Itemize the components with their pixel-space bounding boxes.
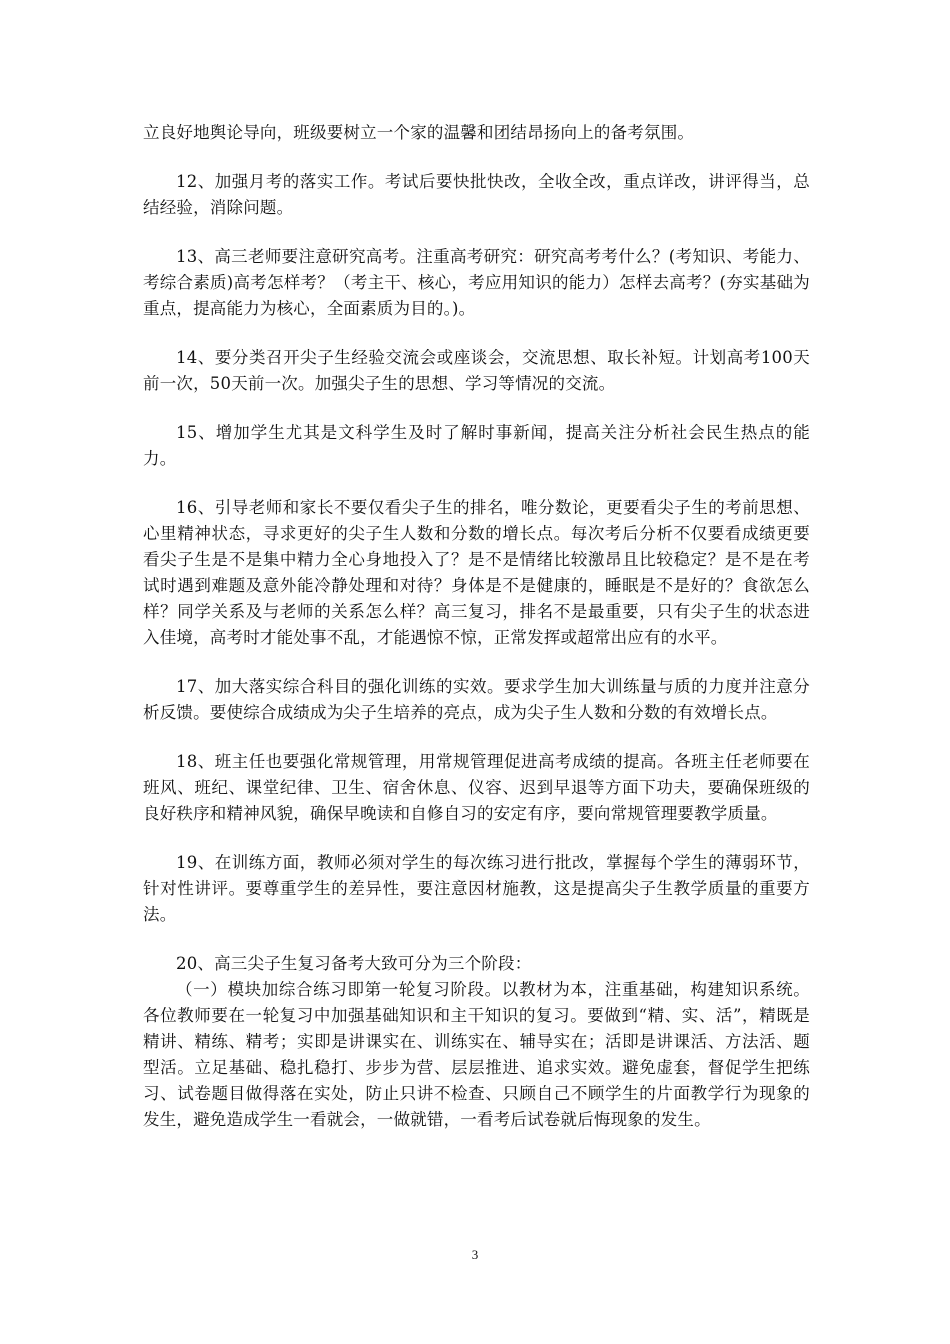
paragraph-item-16: 16、引导老师和家长不要仅看尖子生的排名，唯分数论，更要看尖子生的考前思想、心里精神状态，寻求更好的尖子生人数和分数的增长点。每次考后分析不仅要看成绩更要看尖子生是不是集中精力全心身地投入了？是不是情绪比较激昂且比较稳定？是不是在考试时遇到难题及意外能冷静处理和对待？身体是不是健康的，睡眠是不是好的？食欲怎么样？同学关系及与老师的关系怎么样？高三复习，排名不是最重要，只有尖子生的状态进入佳境，高考时才能处事不乱，才能遇惊不惊，正常发挥或超常出应有的水平。 <box>143 498 810 647</box>
paragraph-continuation: 立良好地舆论导向，班级要树立一个家的温馨和团结昂扬向上的备考氛围。 <box>143 123 695 142</box>
paragraph-item-13: 13、高三老师要注意研究高考。注重高考研究：研究高考考什么？(考知识、考能力、考综合素质)高考怎样考？（考主干、核心，考应用知识的能力）怎样去高考？(夯实基础为重点，提高能力为核心，全面素质为目的。)。 <box>143 247 810 318</box>
paragraph-item-12: 12、加强月考的落实工作。考试后要快批快改，全收全改，重点详改，讲评得当，总结经验，消除问题。 <box>143 172 810 217</box>
paragraph-item-17: 17、加大落实综合科目的强化训练的实效。要求学生加大训练量与质的力度并注意分析反馈。要使综合成绩成为尖子生培养的亮点，成为尖子生人数和分数的有效增长点。 <box>143 677 810 722</box>
paragraph-stage-one: （一）模块加综合练习即第一轮复习阶段。以教材为本，注重基础，构建知识系统。各位教师要在一轮复习中加强基础知识和主干知识的复习。要做到“精、实、活”，精既是精讲、精练、精考；实即是讲课实在、训练实在、辅导实在；活即是讲课活、方法活、题型活。立足基础、稳扎稳打、步步为营、层层推进、追求实效。避免虚套，督促学生把练习、试卷题目做得落在实处，防止只讲不检查、只顾自己不顾学生的片面教学行为现象的发生，避免造成学生一看就会，一做就错，一看考后试卷就后悔现象的发生。 <box>143 980 810 1129</box>
paragraph-item-20: 20、高三尖子生复习备考大致可分为三个阶段： <box>176 954 532 973</box>
page-number: 3 <box>471 1247 479 1262</box>
paragraph-item-19: 19、在训练方面，教师必须对学生的每次练习进行批改，掌握每个学生的薄弱环节，针对性讲评。要尊重学生的差异性，要注意因材施教，这是提高尖子生教学质量的重要方法。 <box>143 853 810 924</box>
paragraph-item-18: 18、班主任也要强化常规管理，用常规管理促进高考成绩的提高。各班主任老师要在班风、班纪、课堂纪律、卫生、宿舍休息、仪容、迟到早退等方面下功夫，要确保班级的良好秩序和精神风貌，确保早晚读和自修自习的安定有序，要向常规管理要教学质量。 <box>143 752 810 823</box>
document-body <box>143 120 810 1156</box>
paragraph-item-15: 15、增加学生尤其是文科学生及时了解时事新闻，提高关注分析社会民生热点的能力。 <box>143 423 810 468</box>
paragraph-item-14: 14、要分类召开尖子生经验交流会或座谈会，交流思想、取长补短。计划高考100天前一次，50天前一次。加强尖子生的思想、学习等情况的交流。 <box>143 348 810 393</box>
